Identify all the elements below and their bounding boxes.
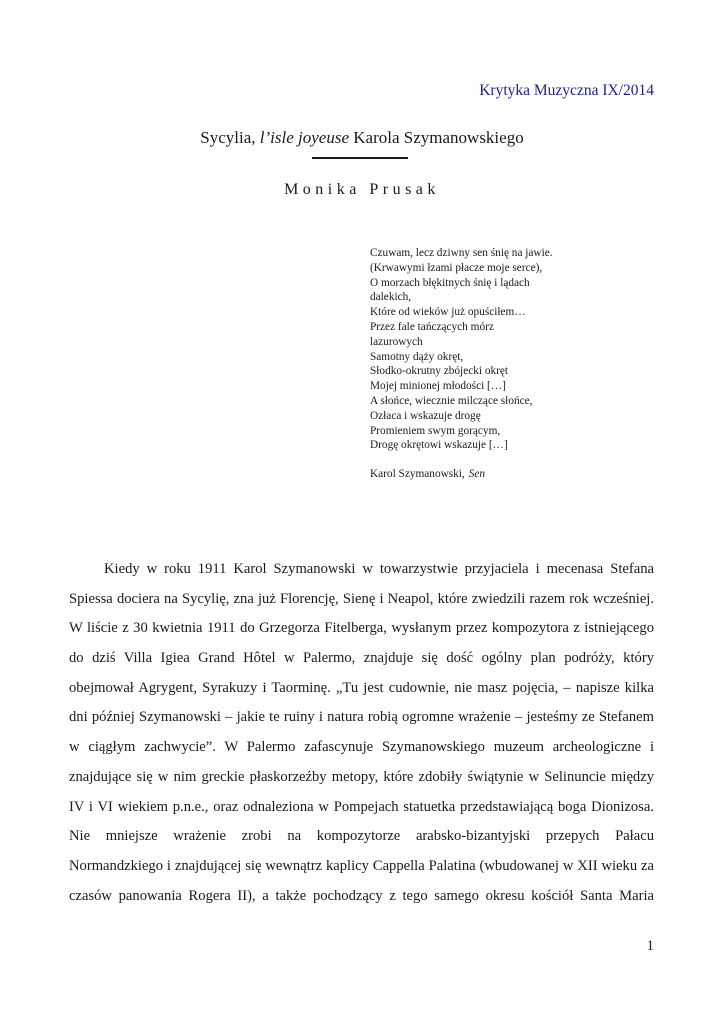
epigraph-line: O morzach błękitnych śnię i lądach xyxy=(370,276,530,289)
epigraph-attribution xyxy=(370,467,670,482)
body-line: Kiedy w roku 1911 Karol Szymanowski w towarzystwie przyjaciela i mecenasa Stefana xyxy=(104,561,654,577)
epigraph-line: (Krwawymi łzami płacze moje serce), xyxy=(370,261,543,274)
page-number: 1 xyxy=(646,938,654,954)
epigraph-line: Przez fale tańczących mórz xyxy=(370,320,494,333)
body-line: znajdujące się w nim greckie płaskorzeźby metopy, które zdobiły świątynie w Selinuncie między xyxy=(69,768,654,785)
journal-header: Krytyka Muzyczna IX/2014 xyxy=(479,82,654,99)
body-line: IV i VI wiekiem p.n.e., oraz odnaleziona w Pompejach statuetka przedstawiającą boga Dionizosa. xyxy=(69,798,654,815)
epigraph-line: Drogę okrętowi wskazuje […] xyxy=(370,439,508,452)
body-line: W liście z 30 kwietnia 1911 do Grzegorza Fitelberga, wysłanym przez kompozytora z istniejącego xyxy=(69,620,654,637)
attribution-work: Sen xyxy=(468,468,486,481)
epigraph-line: dalekich, xyxy=(370,291,412,304)
epigraph-line: Promieniem swym gorącym, xyxy=(370,424,501,437)
epigraph xyxy=(370,246,670,482)
epigraph-line: Mojej minionej młodości […] xyxy=(370,380,506,393)
body-line: do dziś Villa Igiea Grand Hôtel w Palermo, znajduje się dość ogólny plan podróży, który xyxy=(69,650,654,667)
epigraph-line: Samotny dąży okręt, xyxy=(370,350,464,363)
body-line: dni później Szymanowski – jakie te ruiny i natura robią ogromne wrażenie – jesteśmy ze Stefanem xyxy=(69,709,654,726)
title-prefix: Sycylia, xyxy=(200,128,260,147)
epigraph-line: Ozłaca i wskazuje drogę xyxy=(370,409,481,422)
epigraph-line: Czuwam, lecz dziwny sen śnię na jawie. xyxy=(370,247,553,259)
epigraph-line: Słodko-okrutny zbójecki okręt xyxy=(370,365,509,378)
body-line: czasów panowania Rogera II), a także pochodzący z tego samego okresu kościół Santa Maria xyxy=(69,887,654,904)
body-line: Normandzkiego i znajdującej się wewnątrz kaplicy Cappella Palatina (wbudowanej w XII wieku za xyxy=(69,857,654,874)
body-line: Nie mniejsze wrażenie zrobi na kompozytorze arabsko-bizantyjski przepych Pałacu xyxy=(69,828,654,845)
body-line: w ciągłym zachwycie”. W Palermo zafascynuje Szymanowskiego muzeum archeologiczne i xyxy=(69,739,654,756)
title-suffix: Karola Szymanowskiego xyxy=(349,128,524,147)
title-italic: l’isle joyeuse xyxy=(259,128,350,147)
body-paragraph xyxy=(69,555,654,911)
title-underline xyxy=(312,157,408,159)
body-line: obejmował Agrygent, Syrakuzy i Taorminę. „Tu jest cudownie, nie masz pojęcia, – napisze kilka xyxy=(69,679,654,696)
body-line: Spiessa dociera na Sycylię, zna już Florencję, Sienę i Neapol, które zwiedzili razem rok wcześniej. xyxy=(69,590,654,607)
epigraph-line: lazurowych xyxy=(370,335,423,348)
article-title xyxy=(0,128,724,148)
author-name: Monika Prusak xyxy=(284,181,440,198)
attribution-author: Karol Szymanowski, xyxy=(370,468,465,481)
epigraph-line: A słońce, wiecznie milczące słońce, xyxy=(370,394,533,407)
epigraph-line: Które od wieków już opuściłem… xyxy=(370,306,526,319)
